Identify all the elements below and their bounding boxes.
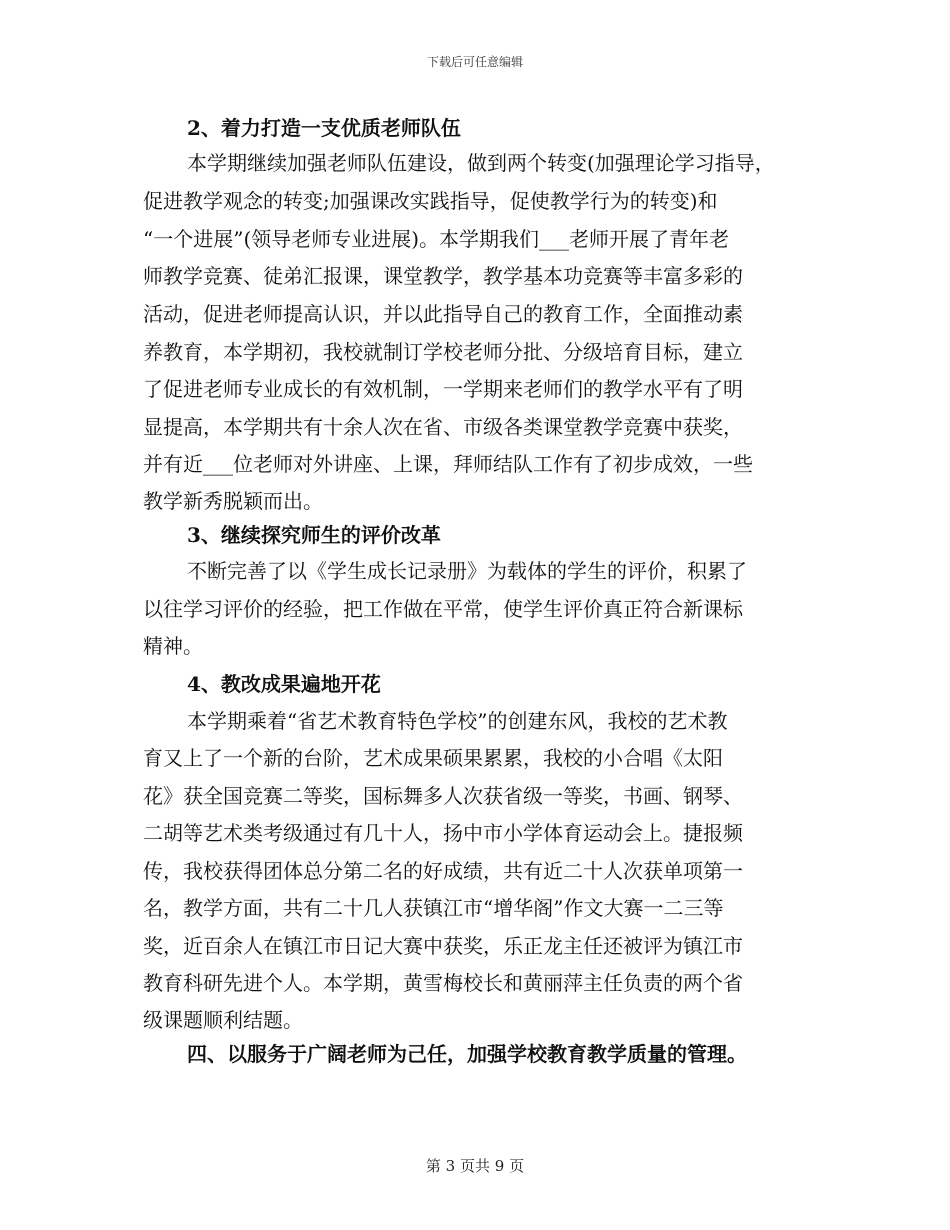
section-4-line: 育又上了一个新的台阶，艺术成果硕果累累，我校的小合唱《太阳 xyxy=(143,746,723,770)
section-3-line: 不断完善了以《学生成长记录册》为载体的学生的评价，积累了 xyxy=(187,559,747,583)
section-2-line: 显提高，本学期共有十余人次在省、市级各类课堂教学竞赛中获奖， xyxy=(143,415,743,439)
page-footer: 第 3 页共 9 页 xyxy=(425,1157,525,1175)
section-2-line: 活动，促进老师提高认识，并以此指导自己的教育工作，全面推动素 xyxy=(143,302,743,326)
section-2-line: “一个进展”(领导老师专业进展)。本学期我们___老师开展了青年老 xyxy=(143,227,730,251)
section-4-line: 花》获全国竞赛二等奖，国标舞多人次获省级一等奖，书画、钢琴、 xyxy=(143,784,743,808)
page-header: 下载后可任意编辑 xyxy=(426,55,523,69)
section-2-line: 并有近___位老师对外讲座、上课，拜师结队工作有了初步成效，一些 xyxy=(143,452,753,476)
section-4-line: 级课题顺利结题。 xyxy=(143,1008,303,1032)
section-3-line: 以往学习评价的经验，把工作做在平常，使学生评价真正符合新课标 xyxy=(143,597,743,621)
section-4-line: 传，我校获得团体总分第二名的好成绩，共有近二十人次获单项第一 xyxy=(143,859,743,883)
section-2-line: 师教学竞赛、徒弟汇报课，课堂教学，教学基本功竞赛等丰富多彩的 xyxy=(143,264,743,288)
section-2-line: 了促进老师专业成长的有效机制，一学期来老师们的教学水平有了明 xyxy=(143,377,743,401)
section-2-line: 本学期继续加强老师队伍建设，做到两个转变(加强理论学习指导， xyxy=(187,151,775,175)
section-2-line: 教学新秀脱颖而出。 xyxy=(143,489,323,513)
section-2-heading: 2、着力打造一支优质老师队伍 xyxy=(187,116,461,140)
section-2-line: 养教育，本学期初，我校就制订学校老师分批、分级培育目标，建立 xyxy=(143,340,743,364)
section-4-line: 奖，近百余人在镇江市日记大赛中获奖，乐正龙主任还被评为镇江市 xyxy=(143,934,743,958)
section-four-heading: 四、以服务于广阔老师为己任，加强学校教育教学质量的管理。 xyxy=(187,1042,747,1066)
section-4-line: 名，教学方面，共有二十几人获镇江市“增华阁”作文大赛一二三等 xyxy=(143,896,724,920)
section-3-heading: 3、继续探究师生的评价改革 xyxy=(187,523,441,547)
section-2-line: 促进教学观念的转变;加强课改实践指导，促使教学行为的转变)和 xyxy=(143,189,718,213)
section-3-line: 精神。 xyxy=(143,634,203,658)
section-4-line: 教育科研先进个人。本学期，黄雪梅校长和黄丽萍主任负责的两个省 xyxy=(143,971,743,995)
section-4-heading: 4、教改成果遍地开花 xyxy=(187,672,381,696)
section-4-line: 二胡等艺术类考级通过有几十人，扬中市小学体育运动会上。捷报频 xyxy=(143,821,743,845)
section-4-line: 本学期乘着“省艺术教育特色学校”的创建东风，我校的艺术教 xyxy=(187,709,728,733)
